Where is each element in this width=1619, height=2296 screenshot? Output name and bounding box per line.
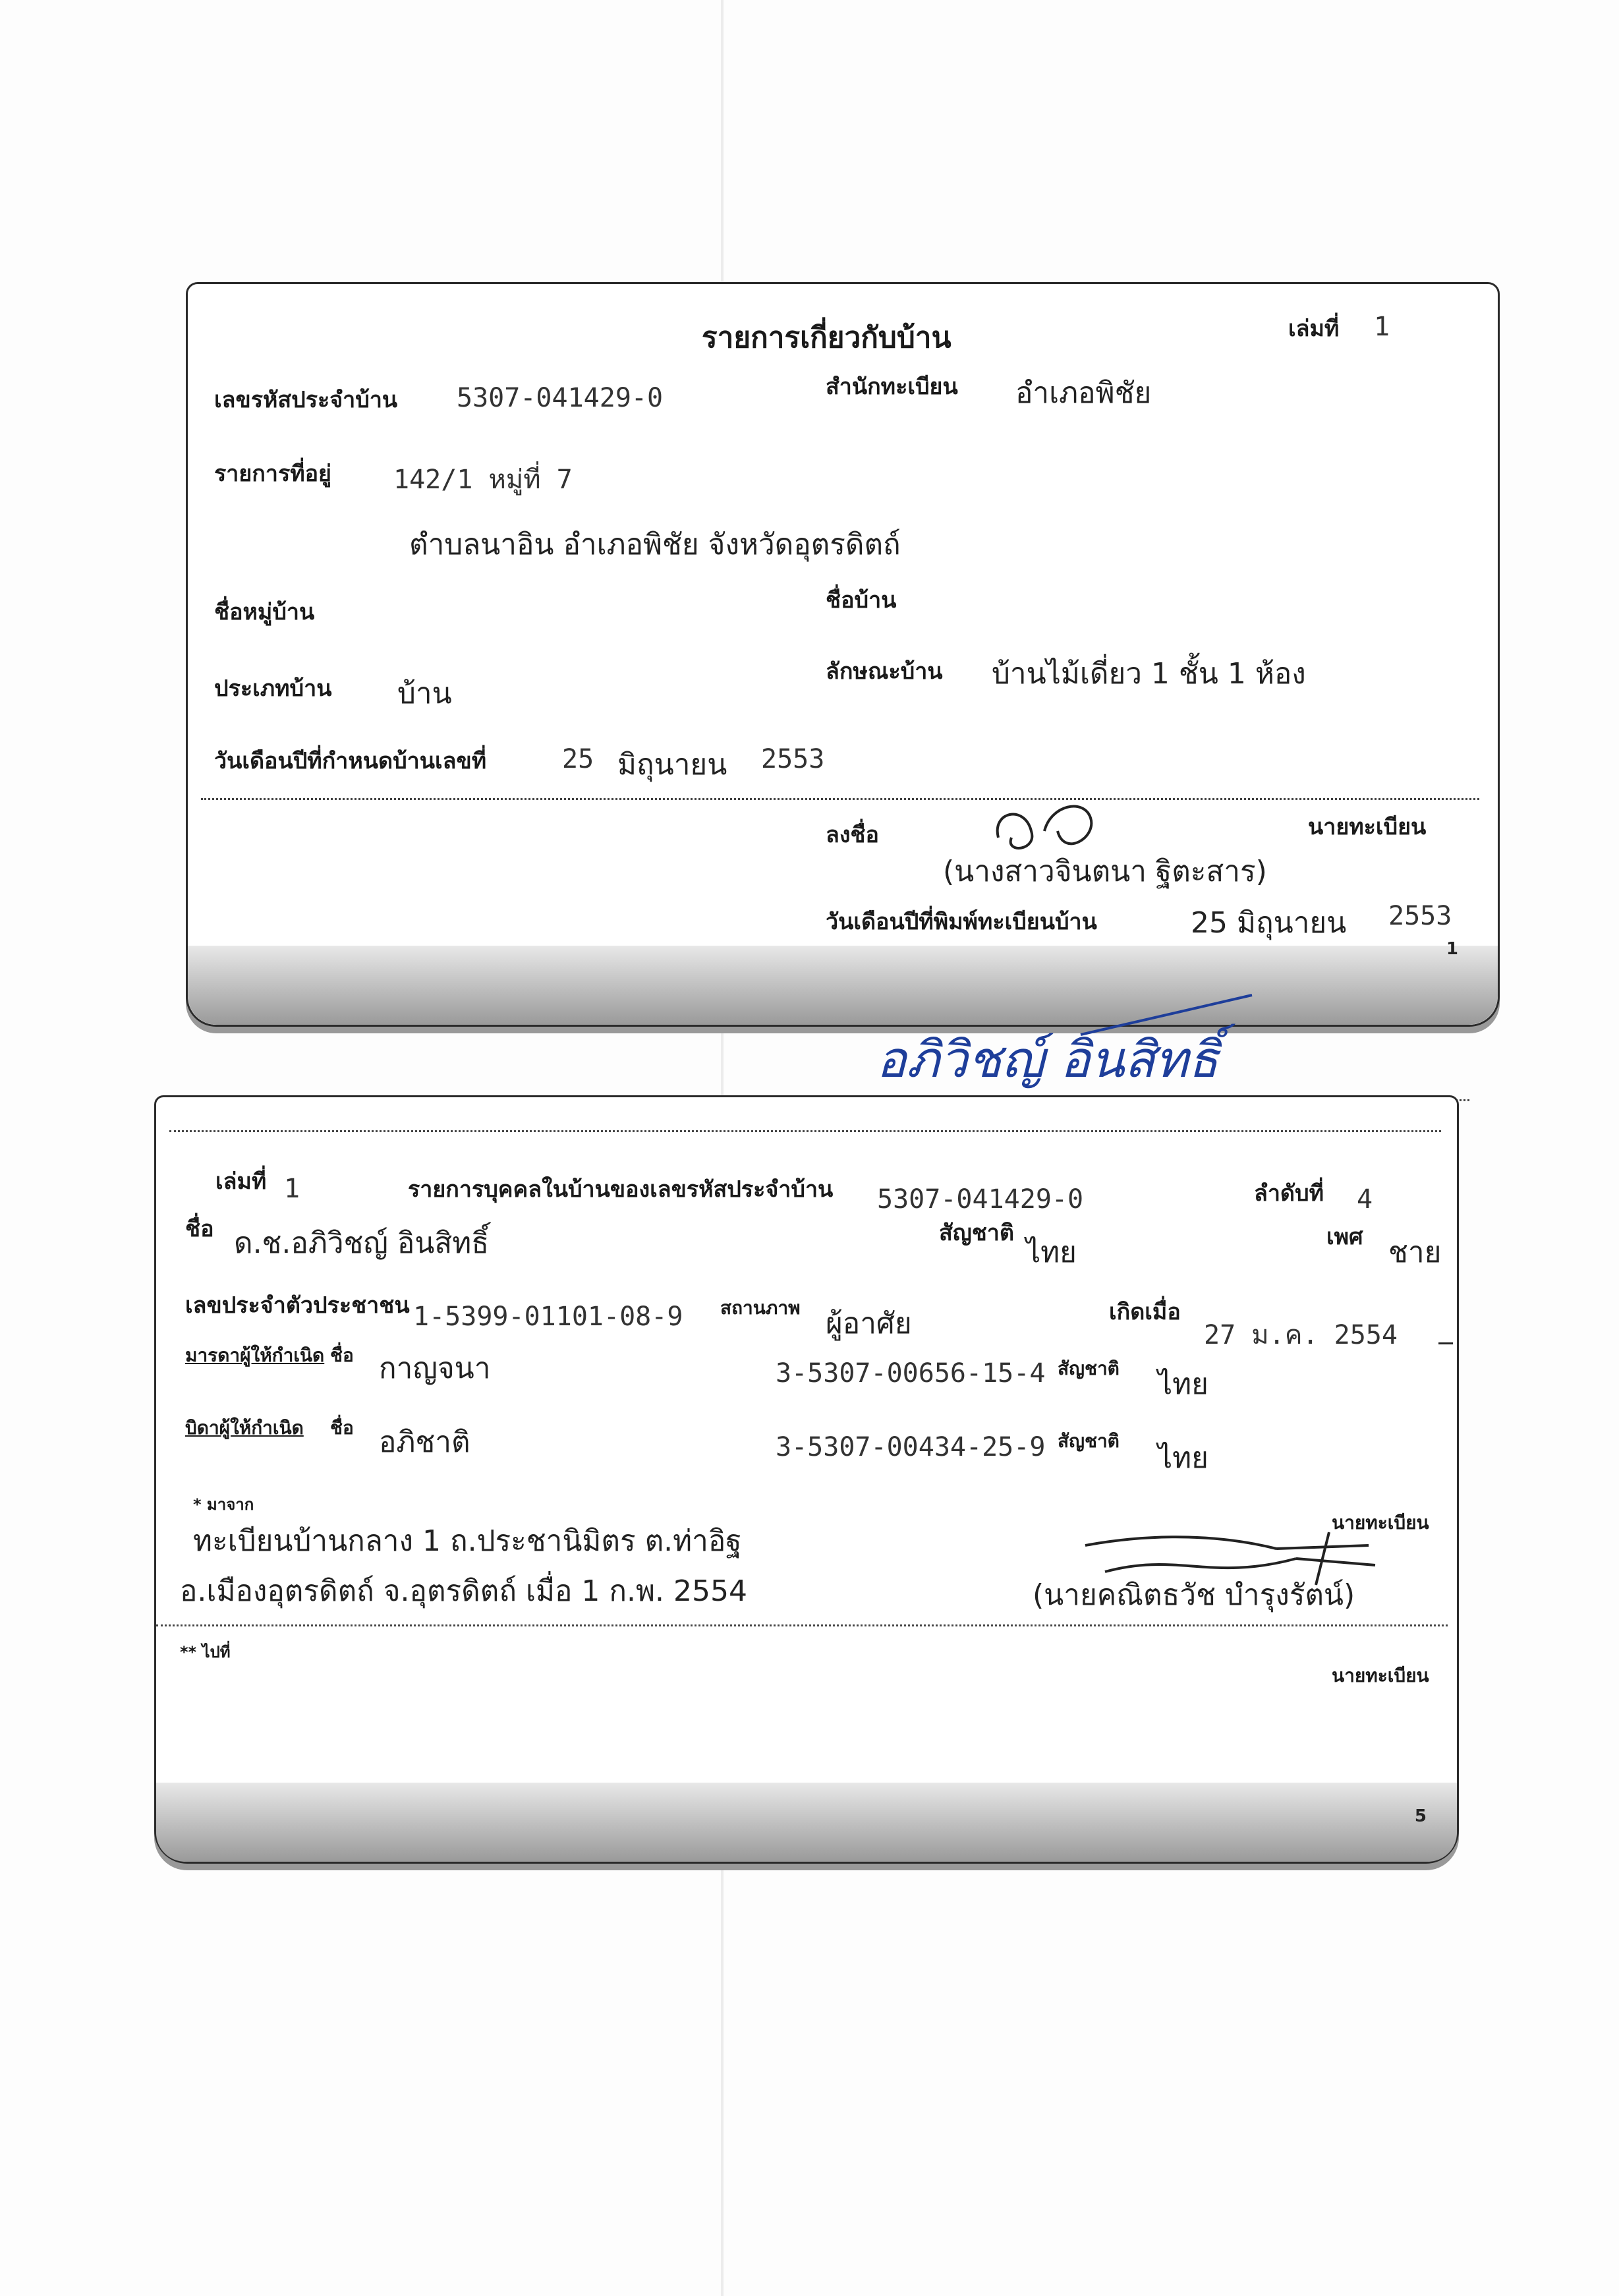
moved-from-label: * มาจาก (193, 1495, 254, 1514)
divider (201, 798, 1479, 800)
born-dash (1438, 1342, 1453, 1344)
book-label: เล่มที่ (215, 1168, 267, 1195)
id-value: 1-5399-01101-08-9 (413, 1302, 683, 1332)
house-code-value: 5307-041429-0 (457, 383, 664, 413)
moved-from-line1: ทะเบียนบ้านกลาง 1 ถ.ประชานิมิตร ต.ท่าอิฐ (193, 1524, 742, 1558)
page-number: 5 (1414, 1806, 1427, 1826)
handwritten-stroke (1074, 989, 1259, 1041)
assigned-date-year: 2553 (761, 744, 825, 774)
house-info-card (186, 282, 1500, 1027)
book-value: 1 (1374, 312, 1390, 342)
registrar-title-1: นายทะเบียน (1332, 1512, 1429, 1534)
mother-name: กาญจนา (379, 1352, 491, 1385)
assigned-date-label: วันเดือนปีที่กำหนดบ้านเลขที่ (214, 748, 487, 774)
registrar-name: (นางสาวจินตนา ฐิตะสาร) (943, 855, 1267, 888)
book-value: 1 (284, 1174, 300, 1204)
father-nat-label: สัญชาติ (1058, 1430, 1120, 1452)
card-bottom-bar (156, 1783, 1457, 1862)
status-value: ผู้อาศัย (826, 1307, 912, 1340)
printed-date-label: วันเดือนปีที่พิมพ์ทะเบียนบ้าน (826, 909, 1097, 935)
assigned-date-day: 25 (562, 744, 594, 774)
address-line1: 142/1 หมู่ที่ 7 (393, 465, 573, 495)
status-label: สถานภาพ (720, 1297, 801, 1319)
nationality-value: ไทย (1026, 1236, 1077, 1269)
house-code-label: เลขรหัสประจำบ้าน (214, 387, 398, 413)
house-char-label: ลักษณะบ้าน (826, 658, 943, 685)
father-name: อภิชาติ (379, 1425, 470, 1459)
order-value: 4 (1357, 1184, 1373, 1215)
registrar-name: (นายคณิตธวัช บำรุงรัตน์) (1033, 1578, 1355, 1612)
moved-from-line2: อ.เมืองอุตรดิตถ์ จ.อุตรดิตถ์ เมื่อ 1 ก.พ. 2554 (180, 1574, 747, 1608)
mother-nat-label: สัญชาติ (1058, 1358, 1120, 1379)
card2-header-line (169, 1130, 1441, 1132)
house-name-label: ชื่อบ้าน (826, 587, 897, 614)
registrar-office-value: อำเภอพิชัย (1015, 376, 1152, 410)
handwritten-name: อภิวิชญ์ อินสิทธิ์ (876, 1030, 1219, 1089)
village-label: ชื่อหมู่บ้าน (214, 599, 315, 625)
registrar-title-2: นายทะเบียน (1332, 1665, 1429, 1686)
id-label: เลขประจำตัวประชาชน (185, 1292, 410, 1319)
order-label: ลำดับที่ (1254, 1180, 1324, 1207)
born-value: 27 ม.ค. 2554 (1204, 1320, 1398, 1350)
mother-nat-value: ไทย (1158, 1367, 1208, 1401)
book-label: เล่มที่ (1288, 316, 1340, 342)
born-label: เกิดเมื่อ (1109, 1299, 1181, 1325)
nationality-label: สัญชาติ (939, 1220, 1014, 1246)
father-label: บิดาผู้ให้กำเนิด (185, 1417, 304, 1439)
sign-label: ลงชื่อ (826, 822, 879, 848)
father-id: 3-5307-00434-25-9 (776, 1432, 1046, 1462)
printed-date-year: 2553 (1388, 901, 1452, 931)
address-label: รายการที่อยู่ (214, 461, 331, 487)
father-name-label: ชื่อ (330, 1417, 354, 1439)
address-line2: ตำบลนาอิน อำเภอพิชัย จังหวัดอุตรดิตถ์ (409, 528, 901, 561)
page-number: 1 (1446, 939, 1458, 959)
house-type-value: บ้าน (397, 677, 452, 710)
assigned-date-month: มิถุนายน (617, 748, 727, 782)
registrar-title: นายทะเบียน (1308, 814, 1427, 840)
card-bottom-bar (188, 946, 1498, 1025)
person-info-card (154, 1095, 1459, 1864)
name-label: ชื่อ (185, 1216, 214, 1242)
name-value: ด.ช.อภิวิชญ์ อินสิทธิ์ (234, 1226, 490, 1260)
mother-label: มารดาผู้ให้กำเนิด (185, 1344, 325, 1366)
father-nat-value: ไทย (1158, 1441, 1208, 1475)
house-info-title: รายการเกี่ยวกับบ้าน (702, 321, 952, 355)
sex-label: เพศ (1326, 1224, 1363, 1250)
mother-id: 3-5307-00656-15-4 (776, 1358, 1046, 1389)
header-text: รายการบุคคลในบ้านของเลขรหัสประจำบ้าน (408, 1176, 834, 1203)
registrar-office-label: สำนักทะเบียน (826, 374, 958, 400)
house-type-label: ประเภทบ้าน (214, 675, 332, 702)
house-char-value: บ้านไม้เดี่ยว 1 ชั้น 1 ห้อง (992, 657, 1306, 691)
mother-name-label: ชื่อ (330, 1344, 354, 1366)
printed-date-value: 25 มิถุนายน (1191, 906, 1347, 940)
sex-value: ชาย (1388, 1236, 1442, 1269)
moved-to-label: ** ไปที่ (180, 1643, 231, 1661)
divider (156, 1624, 1448, 1626)
house-code-value: 5307-041429-0 (877, 1184, 1084, 1215)
